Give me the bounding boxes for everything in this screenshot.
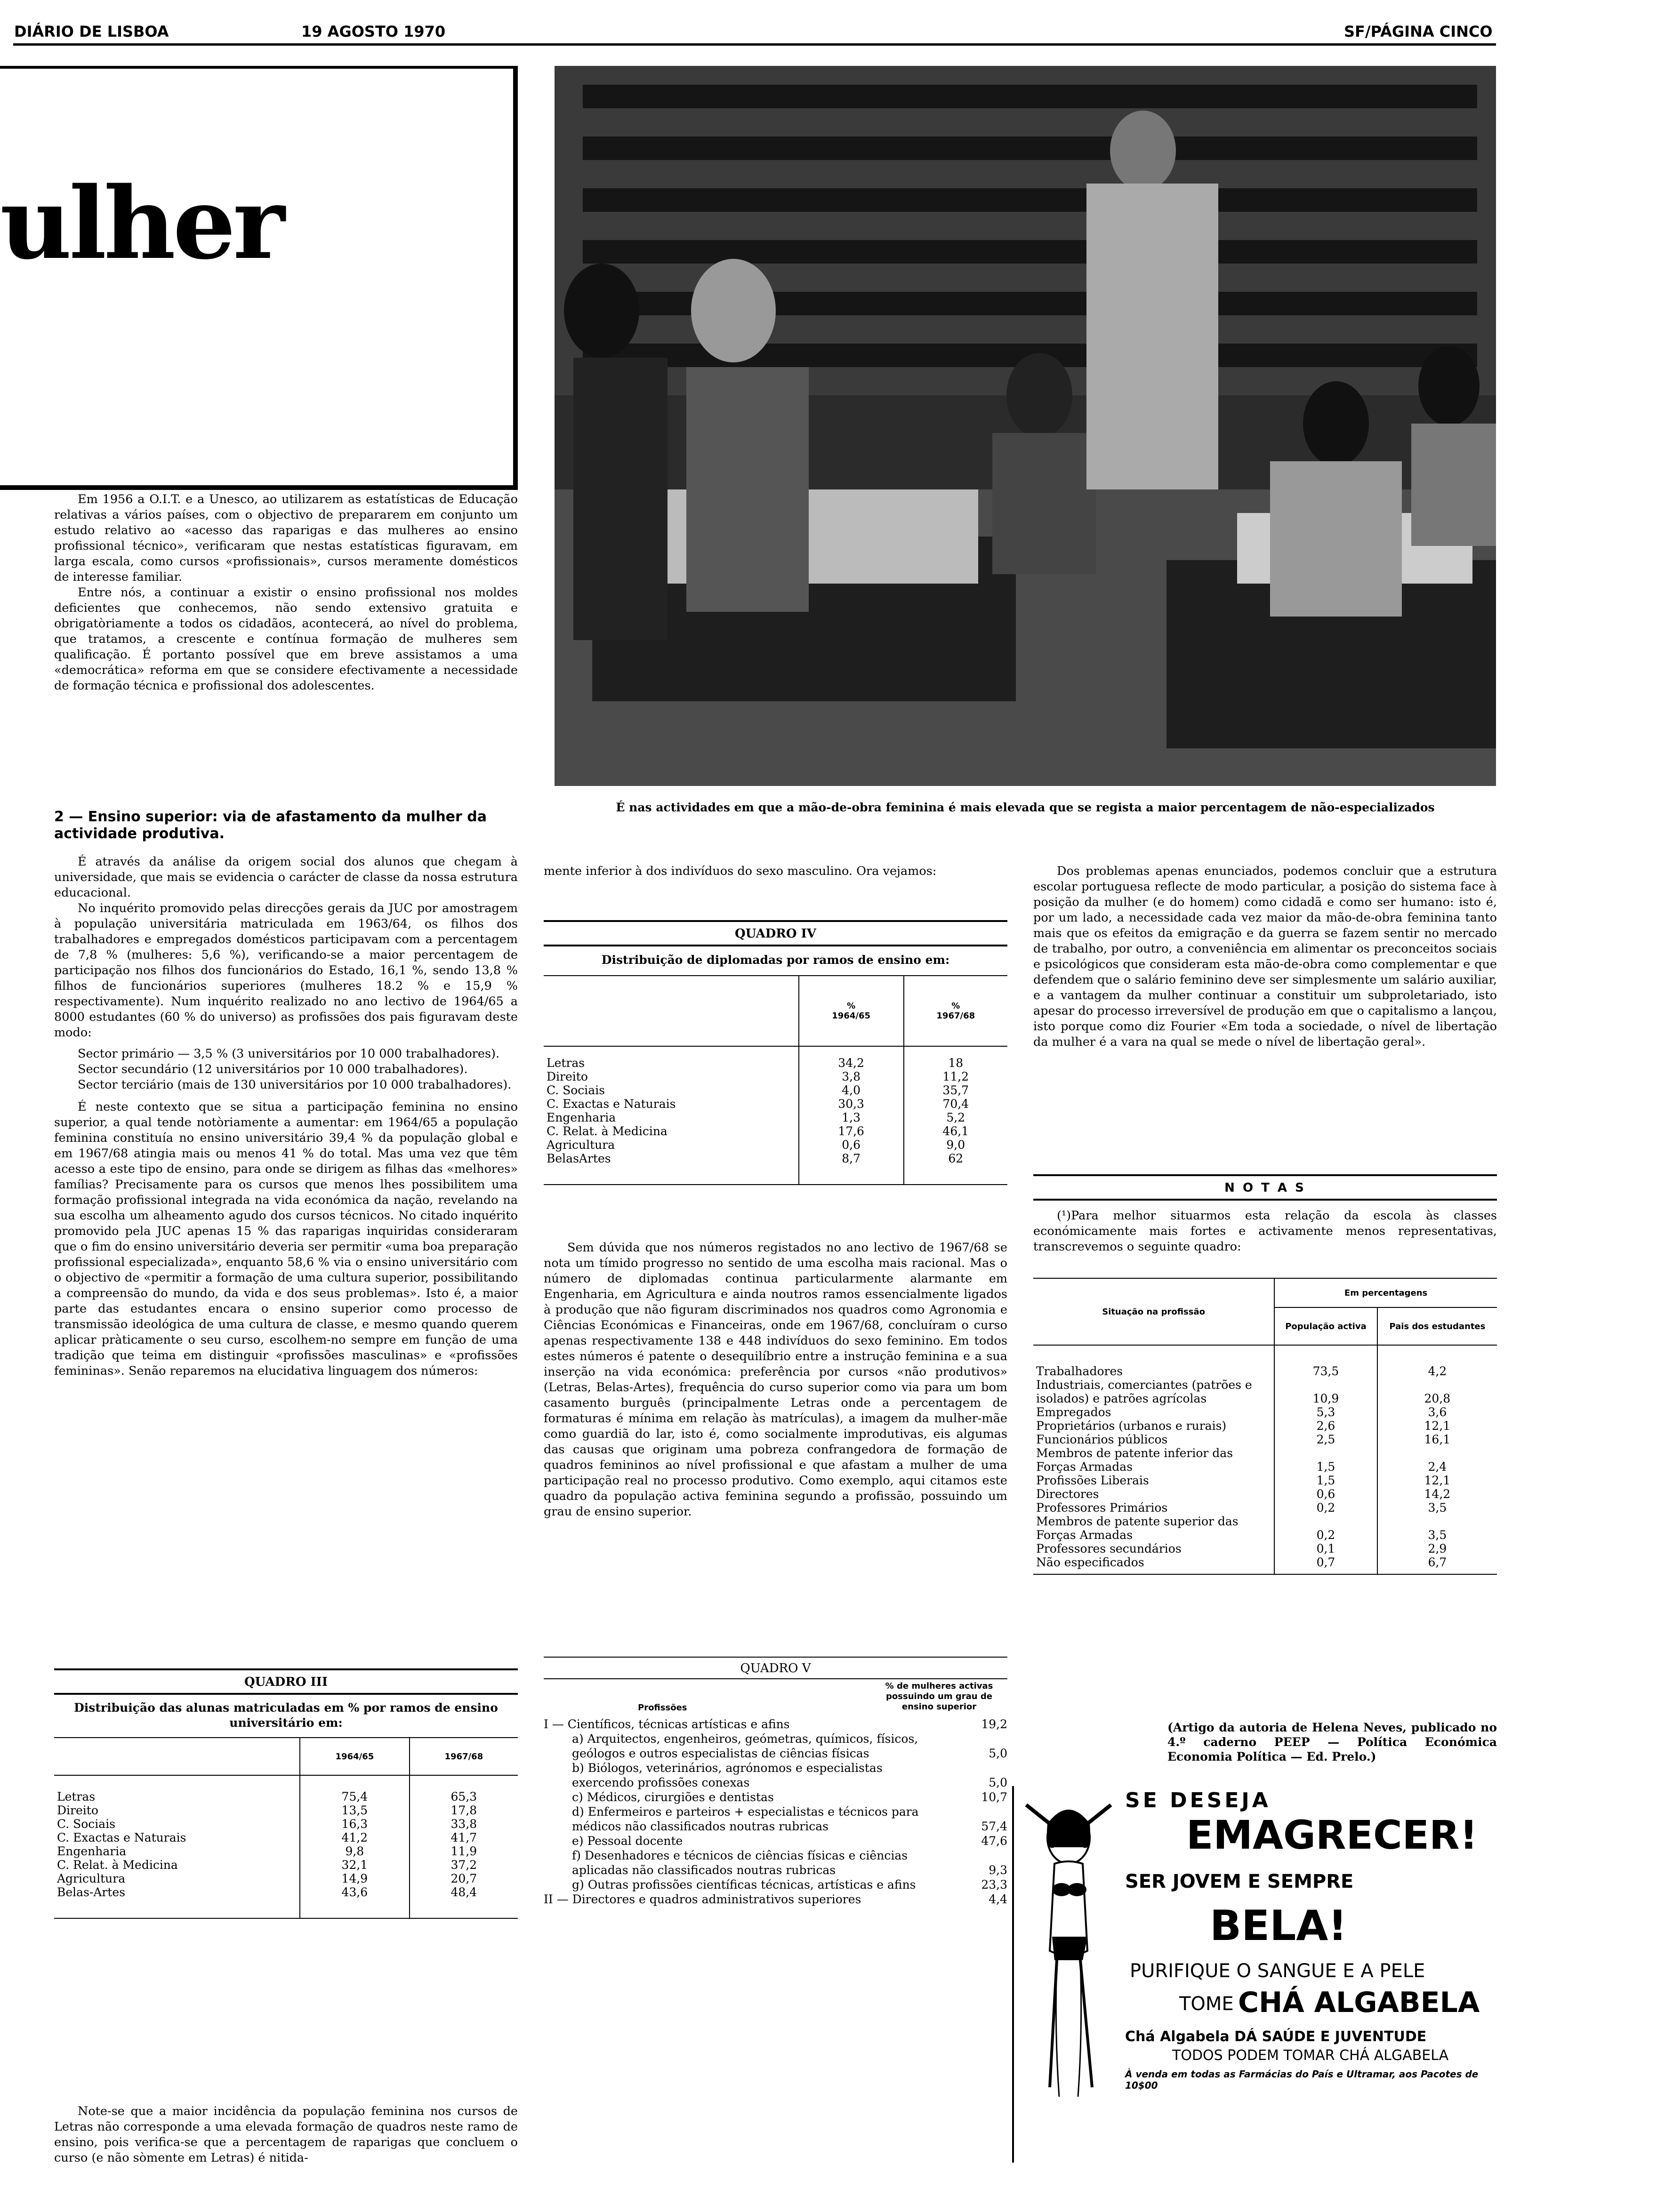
woman-illustration xyxy=(1022,1795,1116,2106)
table-row: Engenharia 1,3 5,2 xyxy=(544,1111,1007,1124)
quadro-5-col-prof: Profissões xyxy=(638,1703,687,1713)
table-row: d) Enfermeiros e parteiros + especialistas e técnicos para médicos não classificados noutras rubricas 57,4 xyxy=(572,1805,1007,1833)
nota-1: (¹)Para melhor situarmos esta relação da escola às classes económicamente mais fortes e activamente menos representativas, transcrevemos o seguinte quadro: xyxy=(1033,1209,1497,1254)
quadro-5-label: QUADRO V xyxy=(740,1661,811,1675)
table-row: g) Outras profissões científicas técnicas, artísticas e afins 23,3 xyxy=(572,1878,1007,1891)
paragraph: mente inferior à dos indivíduos do sexo masculino. Ora vejamos: xyxy=(544,864,937,878)
table-row: Industriais, comerciantes (patrões e isolados) e patrões agrícolas 10,9 20,8 xyxy=(1033,1378,1497,1405)
table-row: Funcionários públicos 2,5 16,1 xyxy=(1033,1433,1497,1446)
ad-line-8: TODOS PODEM TOMAR CHÁ ALGABELA xyxy=(1172,2047,1449,2064)
col1-closing xyxy=(54,2104,518,2166)
col1-intro xyxy=(54,492,518,694)
office-photo xyxy=(555,66,1496,786)
tea-advertisement xyxy=(1012,1786,1497,2177)
column-header: 1967/68 xyxy=(444,1751,483,1762)
column-header: Situação na profissão xyxy=(1033,1278,1274,1345)
quadro-4-caption: Distribuição de diplomadas por ramos de ensino em: xyxy=(601,953,950,967)
sector-item: Sector terciário (mais de 130 universitários por 10 000 trabalhadores). xyxy=(78,1078,512,1092)
table-row: I — Científicos, técnicas artísticas e afins 19,2 xyxy=(544,1717,1007,1731)
header-rule xyxy=(13,43,1496,46)
notes-table xyxy=(1033,1278,1497,1575)
quadro-4-table xyxy=(544,975,1007,1185)
table-row: Directores 0,6 14,2 xyxy=(1033,1487,1497,1501)
column-header: População activa xyxy=(1274,1307,1377,1345)
quadro-3-caption: Distribuição das alunas matriculadas em % por ramos de ensino universitário em: xyxy=(74,1701,498,1730)
ad-tome: TOME xyxy=(1179,1993,1234,2015)
newspaper-name: DIÁRIO DE LISBOA xyxy=(14,23,169,40)
ad-brand: CHÁ ALGABELA xyxy=(1238,1986,1480,2019)
col2-body xyxy=(544,1240,1007,1520)
table-row: Professores secundários 0,1 2,9 xyxy=(1033,1542,1497,1555)
quadro-3-table xyxy=(54,1737,518,1919)
table-row: Direito 3,8 11,2 xyxy=(544,1070,1007,1083)
table-row: Letras 34,2 18 xyxy=(544,1046,1007,1070)
table-row: c) Médicos, cirurgiões e dentistas 10,7 xyxy=(572,1790,1007,1804)
quadro-5-col-pct: % de mulheres activas possuindo um grau de ensino superior xyxy=(885,1681,993,1712)
ad-headline: EMAGRECER! xyxy=(1186,1812,1478,1858)
table-row: a) Arquitectos, engenheiros, geómetras, químicos, físicos, geólogos e outros especialistas de ciências físicas 5,0 xyxy=(572,1732,1007,1760)
table-row: Não especificados 0,7 6,7 xyxy=(1033,1555,1497,1574)
table-row: C. Exactas e Naturais 30,3 70,4 xyxy=(544,1097,1007,1111)
sector-item: Sector secundário (12 universitários por 10 000 trabalhadores). xyxy=(78,1062,468,1076)
table-row: C. Exactas e Naturais 41,2 41,7 xyxy=(54,1831,518,1844)
table-row: C. Sociais 4,0 35,7 xyxy=(544,1083,1007,1097)
table-row: C. Sociais 16,3 33,8 xyxy=(54,1817,518,1831)
table-row: C. Relat. à Medicina 17,6 46,1 xyxy=(544,1124,1007,1138)
quadro-3-label: QUADRO III xyxy=(244,1675,328,1689)
column-header: Pais dos estudantes xyxy=(1377,1307,1497,1345)
table-row: C. Relat. à Medicina 32,1 37,2 xyxy=(54,1858,518,1872)
col1-body xyxy=(54,854,518,1379)
quadro-4 xyxy=(544,920,1007,1185)
table-row: Membros de patente inferior das Forças Armadas 1,5 2,4 xyxy=(1033,1446,1497,1474)
quadro-5-rows xyxy=(544,1717,1007,1907)
table-row: BelasArtes 8,7 62 xyxy=(544,1152,1007,1185)
table-row: e) Pessoal docente 47,6 xyxy=(572,1834,1007,1848)
table-row: Proprietários (urbanos e rurais) 2,6 12,1 xyxy=(1033,1419,1497,1433)
sector-list xyxy=(54,1046,518,1093)
notas-label: N O T A S xyxy=(1224,1181,1306,1195)
column-header: 1964/65 xyxy=(300,1738,410,1775)
ad-bela: BELA! xyxy=(1210,1901,1347,1950)
sector-item: Sector primário — 3,5 % (3 universitários por 10 000 trabalhadores). xyxy=(78,1047,500,1061)
paragraph: Note-se que a maior incidência da população feminina nos cursos de Letras não corresponde a uma elevada formação de quadros neste ramo de ensino, pois verifica-se que a percentagem de raparigas que concluem o curso (e não sòmente em Letras) é nitida- xyxy=(54,2104,518,2165)
table-row: Belas-Artes 43,6 48,4 xyxy=(54,1885,518,1918)
table-row: Empregados 5,3 3,6 xyxy=(1033,1405,1497,1419)
headline-fragment: ulher xyxy=(0,165,282,281)
paragraph: Dos problemas apenas enunciados, podemos concluir que a estrutura escolar portuguesa reflecte de modo particular, a posição do sistema face à posição da mulher (e do homem) como cidadã e como ser humano: isto é, por um lado, a necessidade cada vez maior da mão-de-obra feminina tanto mais que os efeitos da emigração e da guerra se fazem sentir no mercado de trabalho, por outro, a conveniência em alimentar os preconceitos sociais e psicológicos que consideram esta mão-de-obra como complementar e que defendem que o salário feminino deve ser simplesmente um salário auxiliar, e a vantagem da mulher continuar a constituir um subproletariado, isto apesar do processo irreversível de produção em que o capitalismo a lançou, isto porque como diz Fourier «Em toda a sociedade, o nível de libertação da mulher é a vara na qual se mede o nível de libertação geral». xyxy=(1033,864,1497,1049)
paragraph: No inquérito promovido pelas direcções gerais da JUC por amostragem à população universitária matriculada em 1963/64, os filhos dos trabalhadores e empregados domésticos participavam com a percentagem de 7,8 % (mulheres: 5,6 %), verificando-se a maior percentagem de participação nos filhos dos funcionários do Estado, 16,1 %, sendo 13,8 % filhos de funcionários superiores (mulheres 18.2 % e 15,9 % respectivamente). Num inquérito realizado no ano lectivo de 1964/65 a 8000 estudantes (60 % do universo) as profissões dos pais figuravam deste modo: xyxy=(54,901,518,1040)
notas xyxy=(1033,1174,1497,1255)
table-row: Professores Primários 0,2 3,5 xyxy=(1033,1501,1497,1515)
table-row: Membros de patente superior das Forças Armadas 0,2 3,5 xyxy=(1033,1515,1497,1542)
table-row: Direito 13,5 17,8 xyxy=(54,1803,518,1817)
paragraph: Sem dúvida que nos números registados no ano lectivo de 1967/68 se nota um tímido progresso no sentido de uma escolha mais racional. Mas o número de diplomadas continua particularmente alarmante em Engenharia, em Agricultura e ainda noutros ramos essencialmente ligados à produção que não figuram discriminados nos quadros como Agronomia e Ciências Económicas e Financeiras, onde em 1967/68, concluíram o curso apenas respectivamente 138 e 448 indivíduos do sexo feminino. Em todos estes números é patente o desequilíbrio entre a instrução feminina e a sua inserção na vida económica: preferência por cursos «não produtivos» (Letras, Belas-Artes), frequência do curso superior como via para um bom casamento burguês (principalmente Letras onde a percentagem de formaturas é mínima em relação às matrículas), a imagem da mulher-mãe como guardiã do lar, isto é, como socialmente improdutivas, eis algumas das causas que originam uma pobreza confrangedora de formação de quadros femininos ao nível profissional e que afastam a mulher de uma participação real no processo produtivo. Como exemplo, aqui citamos este quadro da população activa feminina segundo a profissão, possuindo um grau de ensino superior. xyxy=(544,1241,1007,1519)
ad-line-5: PURIFIQUE O SANGUE E A PELE xyxy=(1130,1960,1425,1982)
table-row: Trabalhadores 73,5 4,2 xyxy=(1033,1345,1497,1378)
table-row: Agricultura 14,9 20,7 xyxy=(54,1872,518,1885)
quadro-5 xyxy=(544,1657,1007,1907)
paragraph: É neste contexto que se situa a participação feminina no ensino superior, a qual tende notòriamente a aumentar: em 1964/65 a população feminina constituía no ensino universitário 39,4 % da população global e em 1967/68 atingia mais ou menos 41 % do total. Mas uma vez que têm acesso a este tipo de ensino, para onde se dirigem as filhas das «melhores» famílias? Precisamente para os cursos que menos lhes possibilitem uma formação profissional integrada na vida económica da nação, revelando na sua escolha um alheamento agudo dos cursos técnicos. No citado inquérito promovido pela JUC apenas 15 % das raparigas inquiridas consideraram que o fim do ensino universitário deveria ser permitir «uma boa preparação profissional especializada», enquanto 58,6 % via o ensino universitário com o objectivo de «permitir a formação de uma cultura superior, possibilitando a compreensão do mundo, da vida e dos seus problemas». Isto é, a maior parte das estudantes encara o ensino superior como processo de transmissão ideológica de uma cultura de classe, e mesmo quando querem aplicar pràticamente o seu curso, escolhem-no sempre em função de uma tradição que teima em distinguir «profissões masculinas» e «profissões femininas». Senão reparemos na elucidativa linguagem dos números: xyxy=(54,1100,518,1378)
intro-paragraph-1: Em 1956 a O.I.T. e a Unesco, ao utilizarem as estatísticas de Educação relativas a vários países, com o objectivo de prepararem em conjunto um estudo relativo ao «acesso das raparigas e das mulheres ao ensino profissional técnico», verificaram que nestas estatísticas figuravam, em larga escala, como cursos «profissionais», cursos meramente domésticos de interesse familiar. xyxy=(54,492,518,584)
photo-caption: É nas actividades em que a mão-de-obra feminina é mais elevada que se regista a maior percentagem de não-especializados xyxy=(616,801,1435,814)
table-row: Agricultura 0,6 9,0 xyxy=(544,1138,1007,1152)
col3-body xyxy=(1033,864,1497,1050)
table-row: Letras 75,4 65,3 xyxy=(54,1775,518,1803)
col2-intro xyxy=(544,864,1007,879)
column-header: % 1967/68 xyxy=(936,1001,975,1021)
table-row: Profissões Liberais 1,5 12,1 xyxy=(1033,1474,1497,1487)
attribution: (Artigo da autoria de Helena Neves, publicado no 4.º caderno PEEP — Política Económica Economia Política — Ed. Prelo.) xyxy=(1167,1721,1497,1763)
intro-paragraph-2: Entre nós, a continuar a existir o ensino profissional nos moldes deficientes que conhecemos, não sendo extensivo gratuita e obrigatòriamente a todos os cidadãos, acontecerá, ao nível do problema, que tratamos, a crescente e contínua formação de mulheres sem qualificação. É portanto possível que em breve assistamos a uma «democrática» reforma em que se considere efectivamente a necessidade de formação técnica e profissional dos adolescentes. xyxy=(54,585,518,693)
column-header: % 1964/65 xyxy=(799,976,904,1046)
table-row: Engenharia 9,8 11,9 xyxy=(54,1844,518,1858)
ad-line-7: Chá Algabela DÁ SAÚDE E JUVENTUDE xyxy=(1125,2028,1427,2045)
quadro-4-label: QUADRO IV xyxy=(735,927,816,941)
ad-line-3: SER JOVEM E SEMPRE xyxy=(1125,1871,1354,1892)
table-row: II — Directores e quadros administrativos superiores 4,4 xyxy=(544,1892,1007,1906)
section-heading: 2 — Ensino superior: via de afastamento da mulher da actividade produtiva. xyxy=(54,809,487,842)
table-row: b) Biólogos, veterinários, agrónomos e especialistas exercendo profissões conexas 5,0 xyxy=(572,1761,1007,1789)
quadro-3 xyxy=(54,1668,518,1919)
page-number: SF/PÁGINA CINCO xyxy=(1344,23,1493,40)
ad-line-1: SE DESEJA xyxy=(1125,1788,1271,1812)
paragraph: É através da análise da origem social dos alunos que chegam à universidade, que mais se evidencia o carácter de classe da nossa estrutura educacional. xyxy=(54,855,518,900)
issue-date: 19 AGOSTO 1970 xyxy=(301,23,446,40)
ad-line-9: À venda em todas as Farmácias do País e Ultramar, aos Pacotes de 10$00 xyxy=(1125,2068,1479,2091)
ad-border xyxy=(1012,1786,1014,2163)
table-row: f) Desenhadores e técnicos de ciências físicas e ciências aplicadas não classificados noutras rubricas 9,3 xyxy=(572,1849,1007,1877)
group-header: Em percentagens xyxy=(1274,1278,1497,1307)
